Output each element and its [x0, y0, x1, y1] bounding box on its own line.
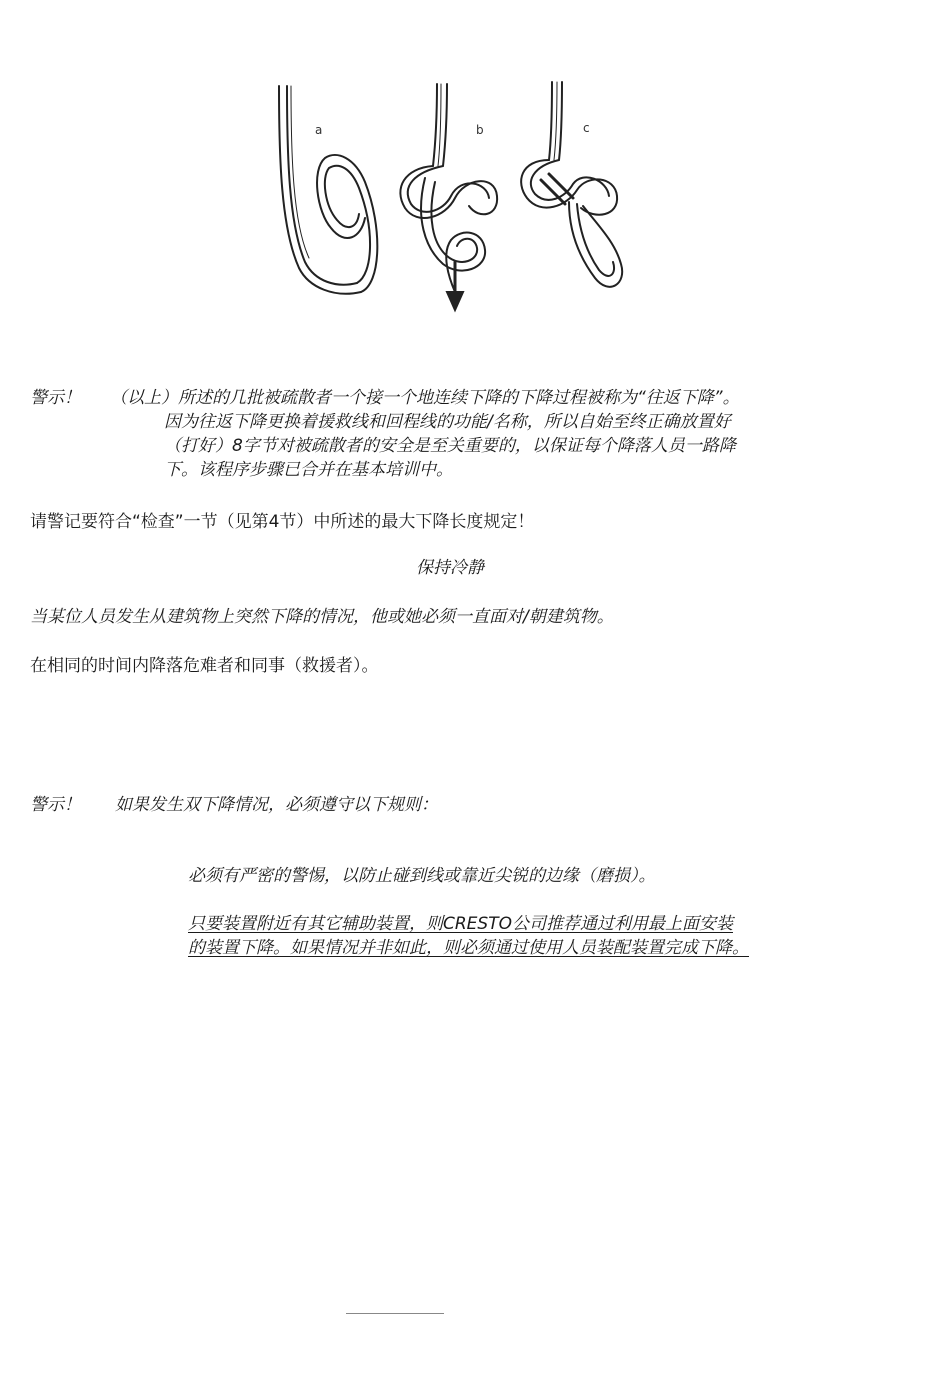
warning-label-1: 警示！ — [30, 388, 81, 408]
stay-calm-heading: 保持冷静 — [416, 558, 484, 578]
figure-label-c: c — [583, 121, 590, 135]
figure-label-b: b — [476, 123, 484, 137]
rule-upper-device-line2: 的装置下降。如果情况并非如此，则必须通过使用人员装配装置完成下降。 — [188, 938, 749, 958]
length-rule-note: 请警记要符合“检查”一节（见第4节）中所述的最大下降长度规定！ — [30, 512, 535, 532]
warning-text-2: 如果发生双下降情况，必须遵守以下规则： — [115, 795, 438, 815]
warning-text-1-line3: （打好）8字节对被疏散者的安全是至关重要的，以保证每个降落人员一路降 — [164, 436, 736, 456]
sudden-descent-instruction: 当某位人员发生从建筑物上突然下降的情况，他或她必须一直面对/朝建筑物。 — [30, 607, 614, 627]
warning-label-2: 警示！ — [30, 795, 81, 815]
figure-eight-knot-illustration — [265, 78, 645, 318]
footer-divider — [346, 1313, 444, 1314]
warning-text-1-line4: 下。该程序步骤已合并在基本培训中。 — [164, 460, 453, 480]
warning-text-1-line1: （以上）所述的几批被疏散者一个接一个地连续下降的下降过程被称为“往返下降”。 — [110, 388, 740, 408]
rule-sharp-edges: 必须有严密的警惕，以防止碰到线或靠近尖锐的边缘（磨损）。 — [188, 866, 656, 886]
rule-upper-device-line1: 只要装置附近有其它辅助装置，则CRESTO公司推荐通过利用最上面安装 — [188, 914, 733, 934]
warning-text-1-line2: 因为往返下降更换着援救线和回程线的功能/名称，所以自始至终正确放置好 — [164, 412, 731, 432]
knot-diagram — [265, 78, 645, 318]
figure-label-a: a — [315, 123, 323, 137]
simultaneous-lowering-note: 在相同的时间内降落危难者和同事（救援者）。 — [30, 656, 379, 676]
